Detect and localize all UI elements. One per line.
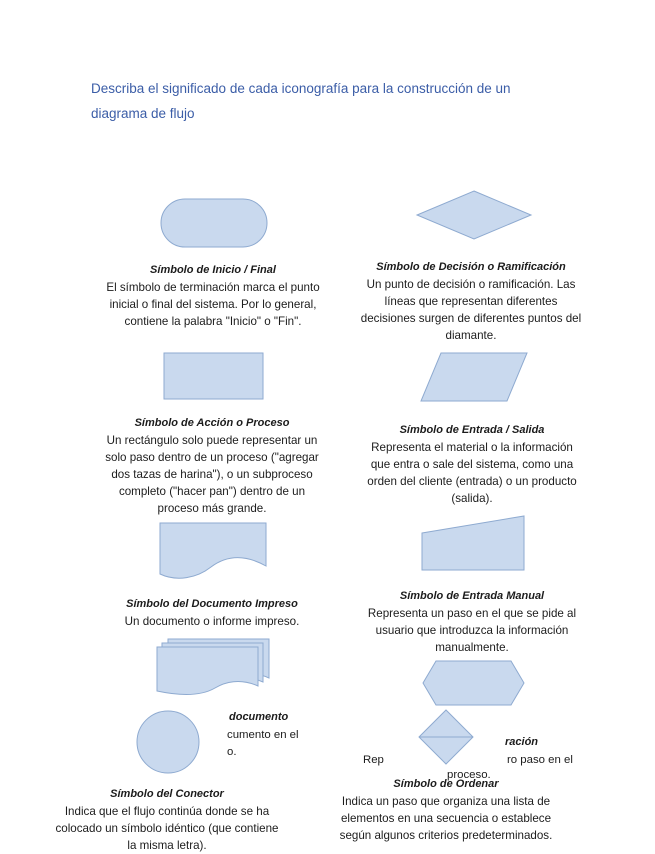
sort-shape xyxy=(418,709,474,765)
decision-diamond-shape xyxy=(416,190,532,240)
symbol-description: Un documento o informe impreso. xyxy=(124,615,300,628)
symbol-entrada-salida xyxy=(360,422,584,507)
symbol-heading: Símbolo de Entrada / Salida xyxy=(399,424,545,436)
symbol-inicio-final xyxy=(100,262,326,330)
preparation-desc-fragment: Rep xyxy=(363,754,384,766)
symbol-heading: Símbolo del Documento Impreso xyxy=(126,598,298,610)
symbol-description: Representa un paso en el que se pide al usuario que introduzca la información manualmente. xyxy=(367,607,577,654)
process-rectangle-shape xyxy=(163,352,264,400)
multidoc-heading-fragment: documento xyxy=(229,711,289,723)
multi-document-shape xyxy=(156,638,270,694)
terminator-shape xyxy=(160,198,268,248)
multidoc-desc-fragment: o. xyxy=(227,746,237,758)
symbol-description: Un rectángulo solo puede representar un solo paso dentro de un proceso ("agregar dos tazas de harina"), o un subproceso completo ("hacer pan") dentro de un proceso más grande. xyxy=(105,434,319,515)
symbol-description: Indica un paso que organiza una lista de elementos en una secuencia o establece según algunos criterios predeterminados. xyxy=(339,795,553,842)
symbol-description: Indica que el flujo continúa donde se ha colocado un símbolo idéntico (que contiene la misma letra). xyxy=(55,805,279,852)
preparation-heading-fragment: ración xyxy=(505,736,539,748)
page-title: Describa el significado de cada iconografía para la construcción de un diagrama de flujo xyxy=(91,81,511,121)
symbol-description: El símbolo de terminación marca el punto inicial o final del sistema. Por lo general, contiene la palabra "Inicio" o "Fin". xyxy=(106,281,320,328)
symbol-heading: Símbolo del Conector xyxy=(110,788,224,800)
preparation-desc-fragment: ro paso en el xyxy=(507,754,573,766)
connector-circle-shape xyxy=(136,710,200,774)
symbol-heading: Símbolo de Ordenar xyxy=(393,778,499,790)
preparation-desc-fragment: proceso. xyxy=(447,769,491,781)
input-output-parallelogram-shape xyxy=(420,352,528,402)
manual-input-shape xyxy=(421,515,525,571)
symbol-documento-impreso xyxy=(100,596,324,630)
symbol-heading: Símbolo de Entrada Manual xyxy=(399,590,545,602)
symbol-heading: Símbolo de Acción o Proceso xyxy=(134,417,290,429)
symbol-description: Un punto de decisión o ramificación. Las líneas que representan diferentes decisiones surgen de diferentes puntos del diamante. xyxy=(360,278,582,342)
symbol-description: Representa el material o la información que entra o sale del sistema, como una orden del cliente (entrada) o un producto (salida). xyxy=(367,441,577,505)
preparation-hexagon-shape xyxy=(422,660,525,706)
multidoc-desc-fragment: cumento en el xyxy=(227,729,299,741)
symbol-ordenar xyxy=(336,776,556,844)
symbol-conector xyxy=(52,786,282,854)
symbol-entrada-manual xyxy=(360,588,584,656)
symbol-decision xyxy=(356,259,586,344)
symbol-accion-proceso xyxy=(100,415,324,517)
symbol-heading: Símbolo de Inicio / Final xyxy=(150,264,276,276)
symbol-heading: Símbolo de Decisión o Ramificación xyxy=(376,261,566,273)
document-shape xyxy=(159,522,267,580)
